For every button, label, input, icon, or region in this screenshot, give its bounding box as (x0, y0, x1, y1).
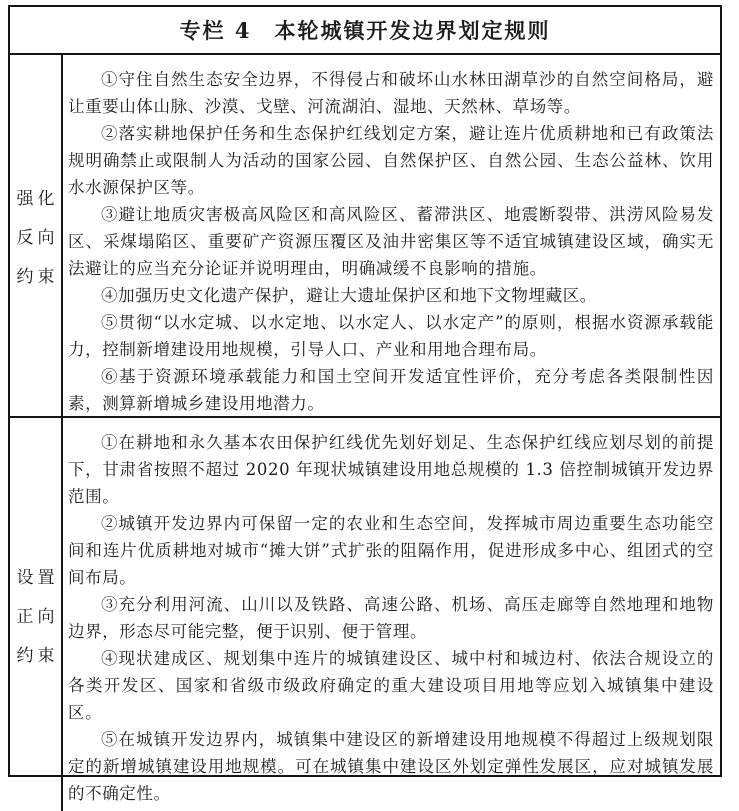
rule-paragraph: ④现状建成区、规划集中连片的城镇建设区、城中村和城边村、依法合规设立的各类开发区、国家和省级市级政府确定的重大建设项目用地等应划入城镇集中建设区。 (68, 649, 714, 722)
rule-paragraph: ⑥基于资源环境承载能力和国土空间开发适宜性评价，充分考虑各类限制性因素，测算新增城乡建设用地潜力。 (68, 367, 714, 413)
row-content-reverse-constraints (63, 55, 720, 416)
constraint-row-reverse (10, 55, 720, 418)
rule-paragraph: ①守住自然生态安全边界，不得侵占和破坏山水林田湖草沙的自然空间格局，避让重要山体山脉、沙漠、戈壁、河流湖泊、湿地、天然林、草场等。 (68, 70, 714, 116)
rule-paragraph: ⑤贯彻“以水定城、以水定地、以水定人、以水定产”的原则，根据水资源承载能力，控制新增建设用地规模，引导人口、产业和用地合理布局。 (68, 313, 714, 359)
row-label-line: 强化 (16, 189, 59, 209)
row-label-line: 约束 (16, 267, 59, 287)
rule-paragraph: ⑤在城镇开发边界内，城镇集中建设区的新增建设用地规模不得超过上级规划限定的新增城镇建设用地规模。可在城镇集中建设区外划定弹性发展区，应对城镇发展的不确定性。 (68, 730, 714, 803)
rule-paragraph: ①在耕地和永久基本农田保护红线优先划好划足、生态保护红线应划尽划的前提下，甘肃省按照不超过 2020 年现状城镇建设用地总规模的 1.3 倍控制城镇开发边界范围。 (68, 433, 714, 506)
row-label-reverse-constraints (10, 55, 63, 416)
rule-paragraph: ④加强历史文化遗产保护，避让大遗址保护区和地下文物埋藏区。 (101, 286, 597, 305)
rule-paragraph: ②落实耕地保护任务和生态保护红线划定方案，避让连片优质耕地和已有政策法规明确禁止或限制人为活动的国家公园、自然保护区、自然公园、生态公益林、饮用水水源保护区等。 (68, 124, 714, 197)
constraint-row-positive (10, 418, 720, 811)
rule-paragraph: ②城镇开发边界内可保留一定的农业和生态空间，发挥城市周边重要生态功能空间和连片优质耕地对城市“摊大饼”式扩张的阻隔作用，促进形成多中心、组团式的空间布局。 (68, 514, 714, 587)
row-content-positive-constraints (63, 418, 720, 811)
row-label-line: 正向 (16, 607, 59, 627)
column-4-panel (8, 5, 722, 803)
row-label-line: 反向 (16, 228, 59, 248)
rule-paragraph: ③避让地质灾害极高风险区和高风险区、蓄滞洪区、地震断裂带、洪涝风险易发区、采煤塌陷区、重要矿产资源压覆区及油井密集区等不适宜城镇建设区域，确实无法避让的应当充分论证并说明理由，明确减缓不良影响的措施。 (68, 205, 714, 278)
row-label-line: 约束 (16, 646, 59, 666)
rule-paragraph: ③充分利用河流、山川以及铁路、高速公路、机场、高压走廊等自然地理和地物边界，形态尽可能完整，便于识别、便于管理。 (68, 595, 714, 641)
panel-title: 专栏 4 本轮城镇开发边界划定规则 (10, 7, 720, 55)
row-label-positive-constraints (10, 418, 63, 811)
row-label-line: 设置 (16, 568, 59, 588)
